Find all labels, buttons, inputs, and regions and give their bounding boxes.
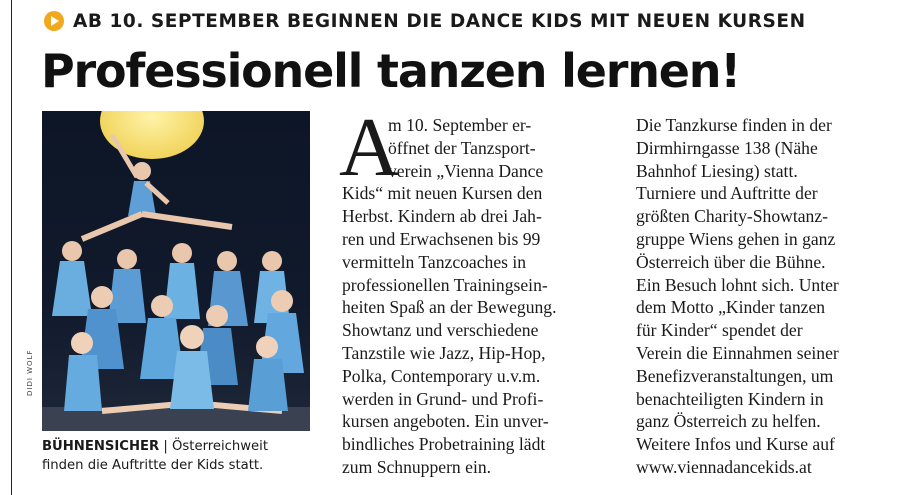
article-photo <box>42 111 310 431</box>
text-line: Ein Besuch lohnt sich. Unter <box>636 274 839 295</box>
text-line: bindliches Probetraining lädt <box>342 434 546 455</box>
text-line: Dirmhirngasse 138 (Nähe <box>636 137 818 158</box>
text-line: Showtanz und verschiedene <box>342 320 539 341</box>
caption-line1: Österreichweit <box>172 439 269 454</box>
kicker <box>44 6 806 36</box>
text-line: gruppe Wiens gehen in ganz <box>636 228 836 249</box>
text-line: ren und Erwachsenen bis 99 <box>342 228 541 249</box>
photo-caption <box>42 438 314 475</box>
text-line: größten Charity-Showtanz- <box>636 206 829 227</box>
kicker-text: AB 10. SEPTEMBER BEGINNEN DIE DANCE KIDS MIT NEUEN KURSEN <box>73 10 806 32</box>
text-line: werden in Grund- und Profi- <box>342 388 544 409</box>
left-column-rule <box>11 0 12 495</box>
text-line: vermitteln Tanzcoaches in <box>342 251 527 272</box>
text-line: Turniere und Auftritte der <box>636 183 818 204</box>
headline: Professionell tanzen lernen! <box>41 44 741 98</box>
photo-credit: DIDI WOLF <box>26 349 34 396</box>
text-line: m 10. September er- <box>388 115 532 135</box>
text-line: für Kinder“ spendet der <box>636 320 803 341</box>
text-line: ganz Österreich zu helfen. <box>636 411 821 432</box>
article-column-1 <box>339 101 620 479</box>
text-line: zum Schnuppern ein. <box>342 456 492 477</box>
text-line: Österreich über die Bühne. <box>636 251 826 272</box>
text-line: verein „Vienna Dance <box>388 160 544 181</box>
text-line: heiten Spaß an der Bewegung. <box>342 297 557 318</box>
text-line: Kids“ mit neuen Kursen den <box>342 183 543 204</box>
play-circle-icon <box>44 11 64 31</box>
text-line: Tanzstile wie Jazz, Hip-Hop, <box>342 342 546 363</box>
text-line: professionellen Trainingsein- <box>342 274 548 295</box>
text-line: kursen angeboten. Ein unver- <box>342 411 549 432</box>
dance-stage-illustration <box>42 111 310 431</box>
text-line: Benefizveranstaltungen, um <box>636 365 834 386</box>
caption-line2: finden die Auftritte der Kids statt. <box>42 457 264 473</box>
website-link[interactable]: www.viennadancekids.at <box>636 456 812 477</box>
caption-label: BÜHNENSICHER <box>42 439 160 454</box>
text-line: Weitere Infos und Kurse auf <box>636 434 835 455</box>
text-line: Polka, Contemporary u.v.m. <box>342 365 541 386</box>
text-line: Verein die Einnahmen seiner <box>636 342 839 363</box>
drop-cap: A <box>339 101 400 194</box>
text-line: Herbst. Kindern ab drei Jah- <box>342 206 542 227</box>
article-column-2 <box>636 114 898 479</box>
text-line: Bahnhof Liesing) statt. <box>636 160 798 181</box>
caption-separator: | <box>163 439 168 454</box>
text-line: benachteiligten Kindern in <box>636 388 824 409</box>
text-line: Die Tanzkurse finden in der <box>636 115 832 135</box>
text-line: dem Motto „Kinder tanzen <box>636 297 826 318</box>
text-line: öffnet der Tanzsport- <box>388 137 536 158</box>
